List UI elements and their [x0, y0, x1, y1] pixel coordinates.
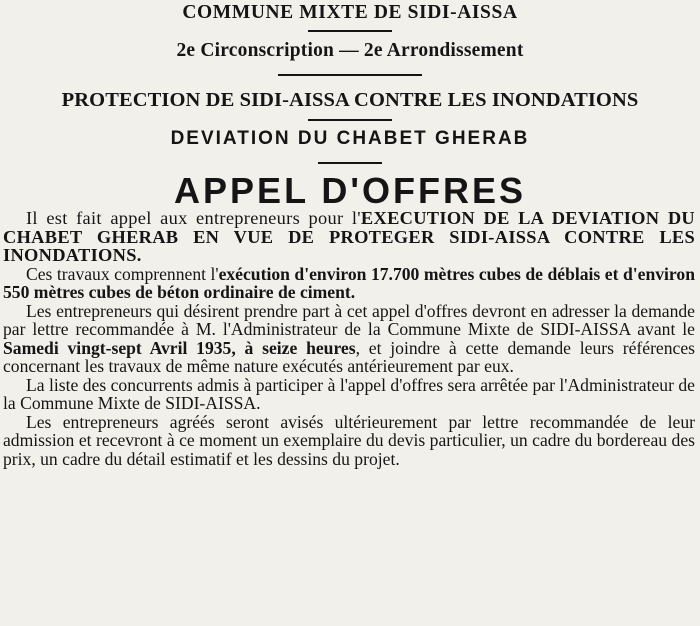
p3-bold: Samedi vingt-sept Avril 1935, à seize heures	[3, 337, 356, 358]
p3-before: Les entrepreneurs qui désirent prendre part à cet appel d'offres devront en adresser la demande par lettre recommandée à M. l'Administrateur de la Commune Mixte de SIDI-AISSA avant le	[3, 300, 695, 339]
protection-title: PROTECTION DE SIDI-AISSA CONTRE LES INONDATIONS	[61, 89, 639, 111]
paragraph-4: La liste des concurrents admis à participer à l'appel d'offres sera arrêtée par l'Administrateur de la Commune Mixte de SIDI-AISSA.	[3, 374, 695, 413]
notice-body	[3, 209, 695, 468]
paragraph-3	[3, 302, 695, 376]
paragraph-5: Les entrepreneurs agréés seront avisés ultérieurement par lettre recommandée de leur admission et recevront à ce moment un exemplaire du devis particulier, un cadre du bordereau des prix, un cadre du détail estimatif et les dessins du projet.	[3, 411, 695, 469]
rule-3	[308, 119, 392, 121]
rule-4	[318, 162, 382, 164]
commune-title: COMMUNE MIXTE DE SIDI-AISSA	[182, 2, 518, 23]
deviation-title: DEVIATION DU CHABET GHERAB	[170, 128, 530, 149]
p2-bold: exécution d'environ 17.700 mètres cubes de déblais et d'environ 550 mètres cubes de béton ordinaire de ciment.	[3, 263, 695, 302]
p2-intro: Ces travaux comprennent l'	[26, 263, 219, 284]
paragraph-2	[3, 265, 695, 302]
rule-1	[308, 30, 392, 32]
p1-intro: Il est fait appel aux entrepreneurs pour l'	[26, 208, 361, 228]
paragraph-1	[3, 209, 695, 265]
rule-2	[278, 74, 422, 76]
appel-offres-title: APPEL D'OFFRES	[174, 170, 526, 211]
circonscription-line: 2e Circonscription — 2e Arrondissement	[176, 40, 524, 61]
p1-bold: EXECUTION DE LA DEVIATION DU CHABET GHERAB EN VUE DE PROTEGER SIDI-AISSA CONTRE LES INONDATIONS.	[3, 208, 695, 265]
p3-after: , et joindre à cette demande leurs références concernant les travaux de même nature exécutés antérieurement par eux.	[3, 337, 695, 376]
